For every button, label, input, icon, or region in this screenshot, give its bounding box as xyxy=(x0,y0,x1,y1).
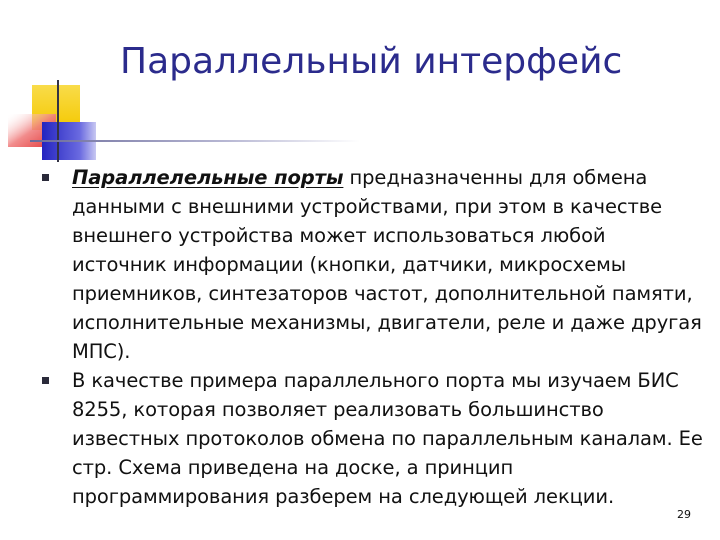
bullet-term: Параллелельные порты xyxy=(72,166,344,189)
bullet-list xyxy=(40,163,705,511)
slide-title: Параллельный интерфейс xyxy=(120,41,623,82)
bullet-text: предназначенны для обмена данными с внешними устройствами, при этом в качестве внешнего устройства может использоваться любой источник информации (кнопки, датчики, микросхемы приемников, синтезаторов частот, дополнительной памяти, исполнительные механизмы, двигатели, реле и даже другая МПС). xyxy=(72,166,702,363)
deco-vertical-line xyxy=(57,80,59,162)
bullet-item-ports xyxy=(40,163,705,366)
bullet-text: В качестве примера параллельного порта мы изучаем БИС 8255, которая позволяет реализовать большинство известных протоколов обмена по параллельным каналам. Ее стр. Схема приведена на доске, а принцип программирования разберем на следующей лекции. xyxy=(72,369,703,508)
deco-horizontal-line xyxy=(30,140,360,142)
bullet-square-icon xyxy=(42,377,49,384)
bullet-item-example xyxy=(40,366,705,511)
page-number: 29 xyxy=(677,508,691,521)
bullet-square-icon xyxy=(42,174,49,181)
